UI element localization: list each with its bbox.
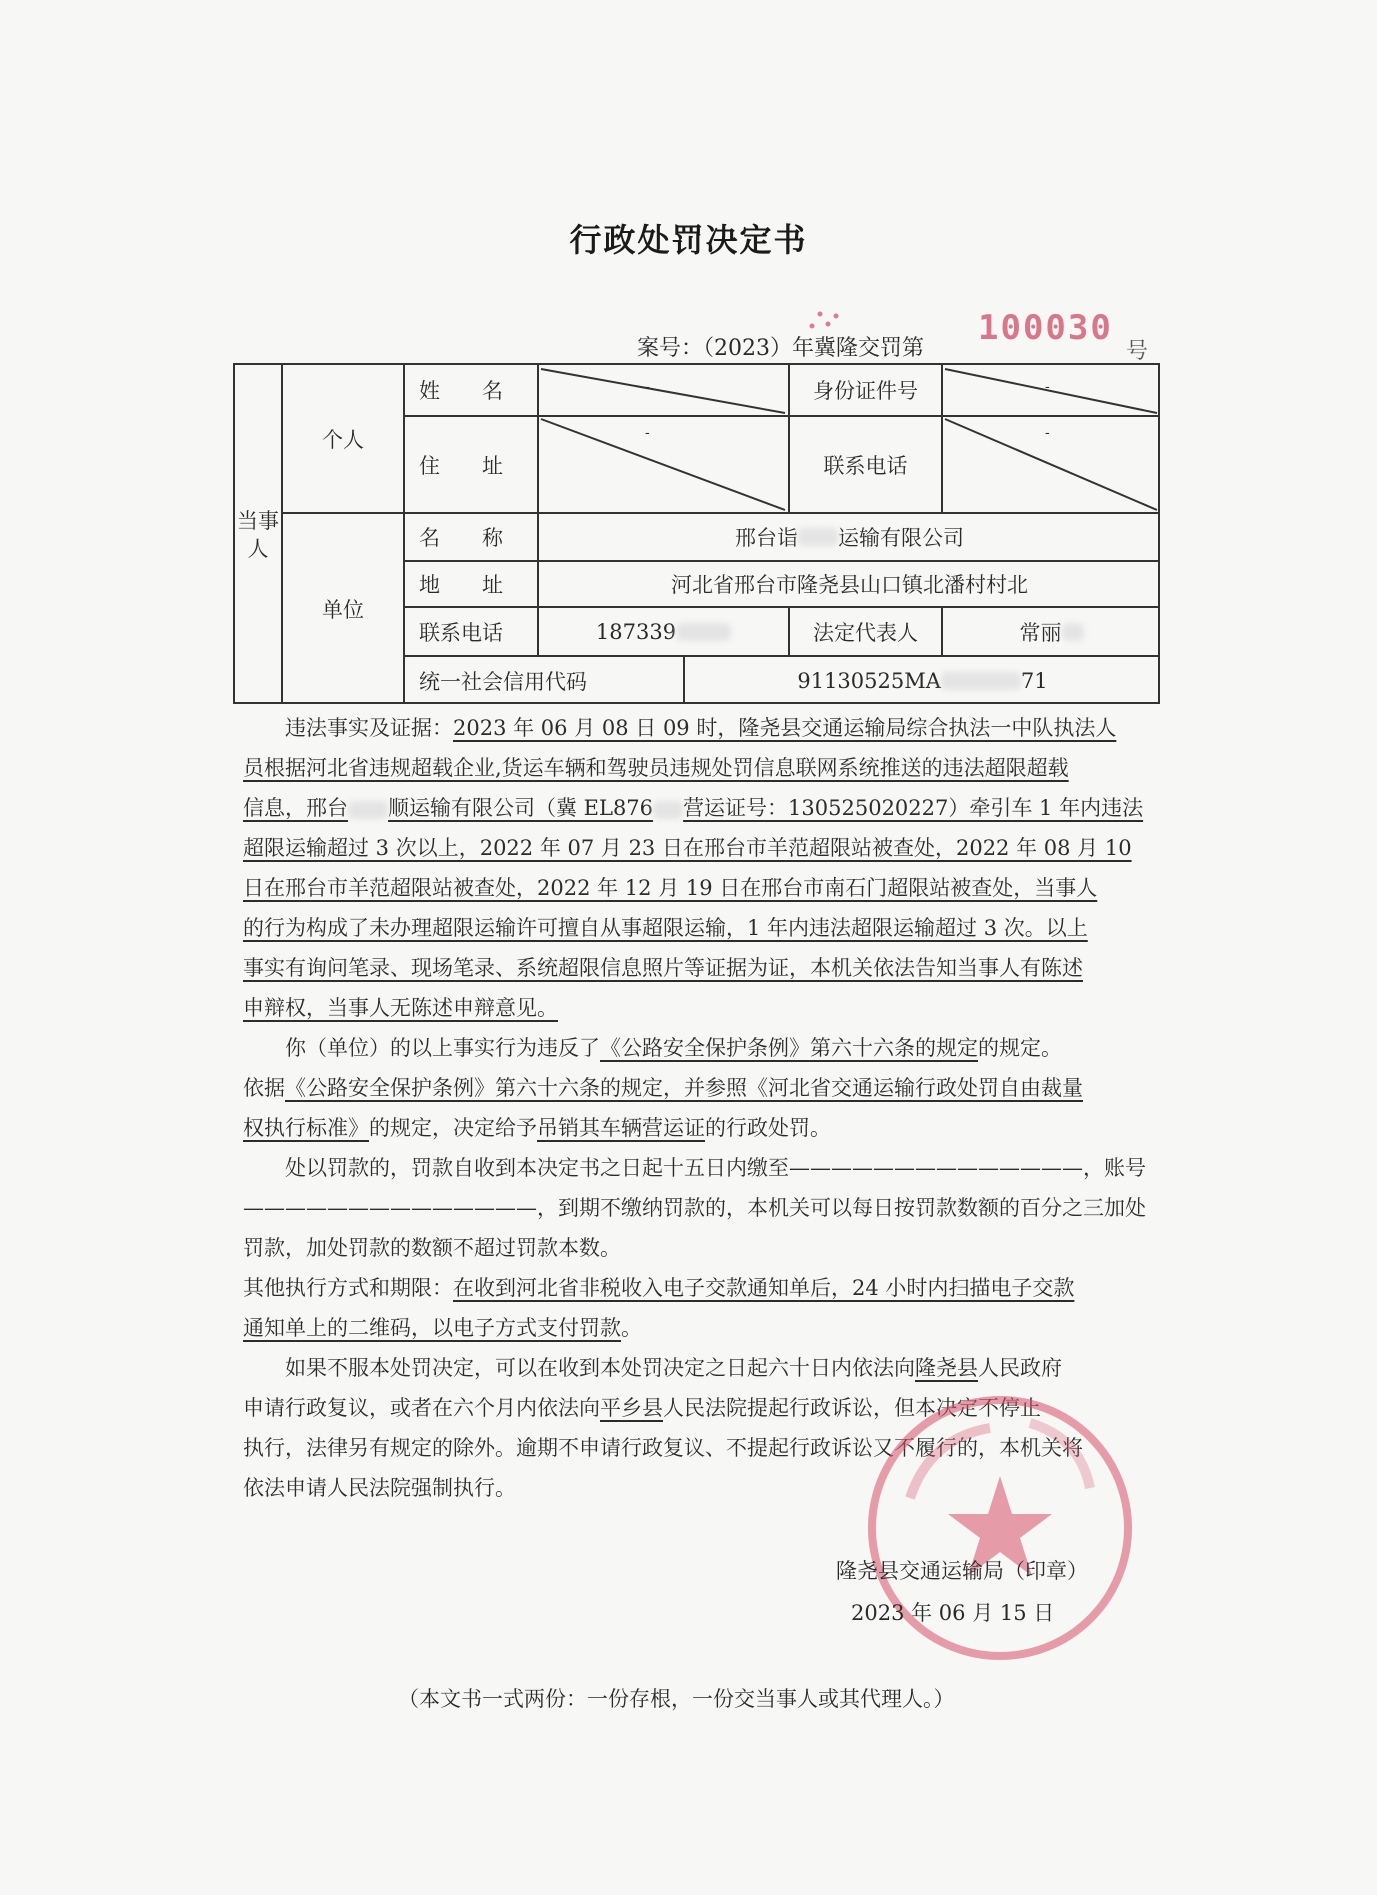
unit-phone-value: 187339 [539,608,788,655]
party-info-table [233,363,1160,704]
legal-rep-value: 常丽 [943,608,1160,655]
appeal-rights: 如果不服本处罚决定，可以在收到本处罚决定之日起六十日内依法向隆尧县人民政府 申请行政复议，或者在六个月内依法向平乡县人民法院提起行政诉讼，但本决定不停止 执行，法律另有规定的除外。逾期不申请行政复议、不提起行政诉讼又不履行的，本机关将 依法申请人民法院强制执行。 [243,1356,1083,1500]
document-footer-note: （本文书一式两份：一份存根，一份交当事人或其代理人。） [398,1687,955,1711]
credit-code-value: 91130525MA 71 [797,668,1048,693]
unit-name-label: 名 称 [419,526,503,550]
unit-phone-label: 联系电话 [419,620,503,645]
address-dash: - [645,425,650,441]
name-dash: - [645,379,650,395]
party-label: 当事人 [237,508,279,561]
issue-date: 2023 年 06 月 15 日 [851,1601,1055,1625]
id-dash: - [1045,379,1050,395]
credit-code-label: 统一社会信用代码 [419,669,587,694]
individual-label: 个人 [322,427,364,452]
case-number: 100030 [978,308,1113,348]
legal-rep-label: 法定代表人 [813,620,918,645]
legal-basis: 你（单位）的以上事实行为违反了《公路安全保护条例》第六十六条的规定的规定。 依据《公路安全保护条例》第六十六条的规定，并参照《河北省交通运输行政处罚自由裁量 权执行标准》的规定，决定给予吊销其车辆营运证的行政处罚。 [243,1036,1083,1140]
case-number-suffix: 号 [1126,339,1149,364]
name-label: 姓 名 [419,379,503,403]
issuing-agency: 隆尧县交通运输局（印章） [836,1559,1088,1583]
unit-address-value: 河北省邢台市隆尧县山口镇北潘村村北 [671,573,1028,597]
unit-address-label: 地 址 [419,573,503,597]
unit-name-value: 邢台诣 运输有限公司 [735,526,964,550]
document-title: 行政处罚决定书 [569,221,808,259]
violation-facts: 违法事实及证据：2023 年 06 月 08 日 09 时，隆尧县交通运输局综合执法一中队执法人 员根据河北省违规超载企业,货运车辆和驾驶员违规处罚信息联网系统推送的违法超限超载 信息，邢台 顺运输有限公司（冀 EL876 营运证号：130525020227）牵引车 1 年内违法 超限运输超过 3 次以上，2022 年 07 月 23 日在邢台市羊范超限站被查处，2022 年 08 月 10 日在邢台市羊范超限站被查处，2022 年 12 月 19 日在邢台市南石门超限站被查处，当事人 的行为构成了未办理超限运输许可擅自从事超限运输，1 年内违法超限运输超过 3 次。以上 事实有询问笔录、现场笔录、系统超限信息照片等证据为证，本机关依法告知当事人有陈述 申辩权，当事人无陈述申辩意见。 [243,716,1144,1020]
id-number-label: 身份证件号 [813,379,918,403]
unit-label: 单位 [322,598,364,622]
individual-phone-label: 联系电话 [823,453,908,478]
case-number-label: 案号：（2023）年冀隆交罚第 [637,336,924,361]
official-seal-stamp [850,1378,1150,1678]
individual-address-label: 住 址 [419,453,503,478]
fine-clause: 处以罚款的，罚款自收到本决定书之日起十五日内缴至——————————————，账号 ——————————————，到期不缴纳罚款的，本机关可以每日按罚款数额的百分之三加处 罚款，加处罚款的数额不超过罚款本数。 其他执行方式和期限：在收到河北省非税收入电子交款通知单后，24 小时内扫描电子交款 通知单上的二维码，以电子方式支付罚款。 [243,1156,1146,1340]
phone-dash: - [1045,425,1050,441]
